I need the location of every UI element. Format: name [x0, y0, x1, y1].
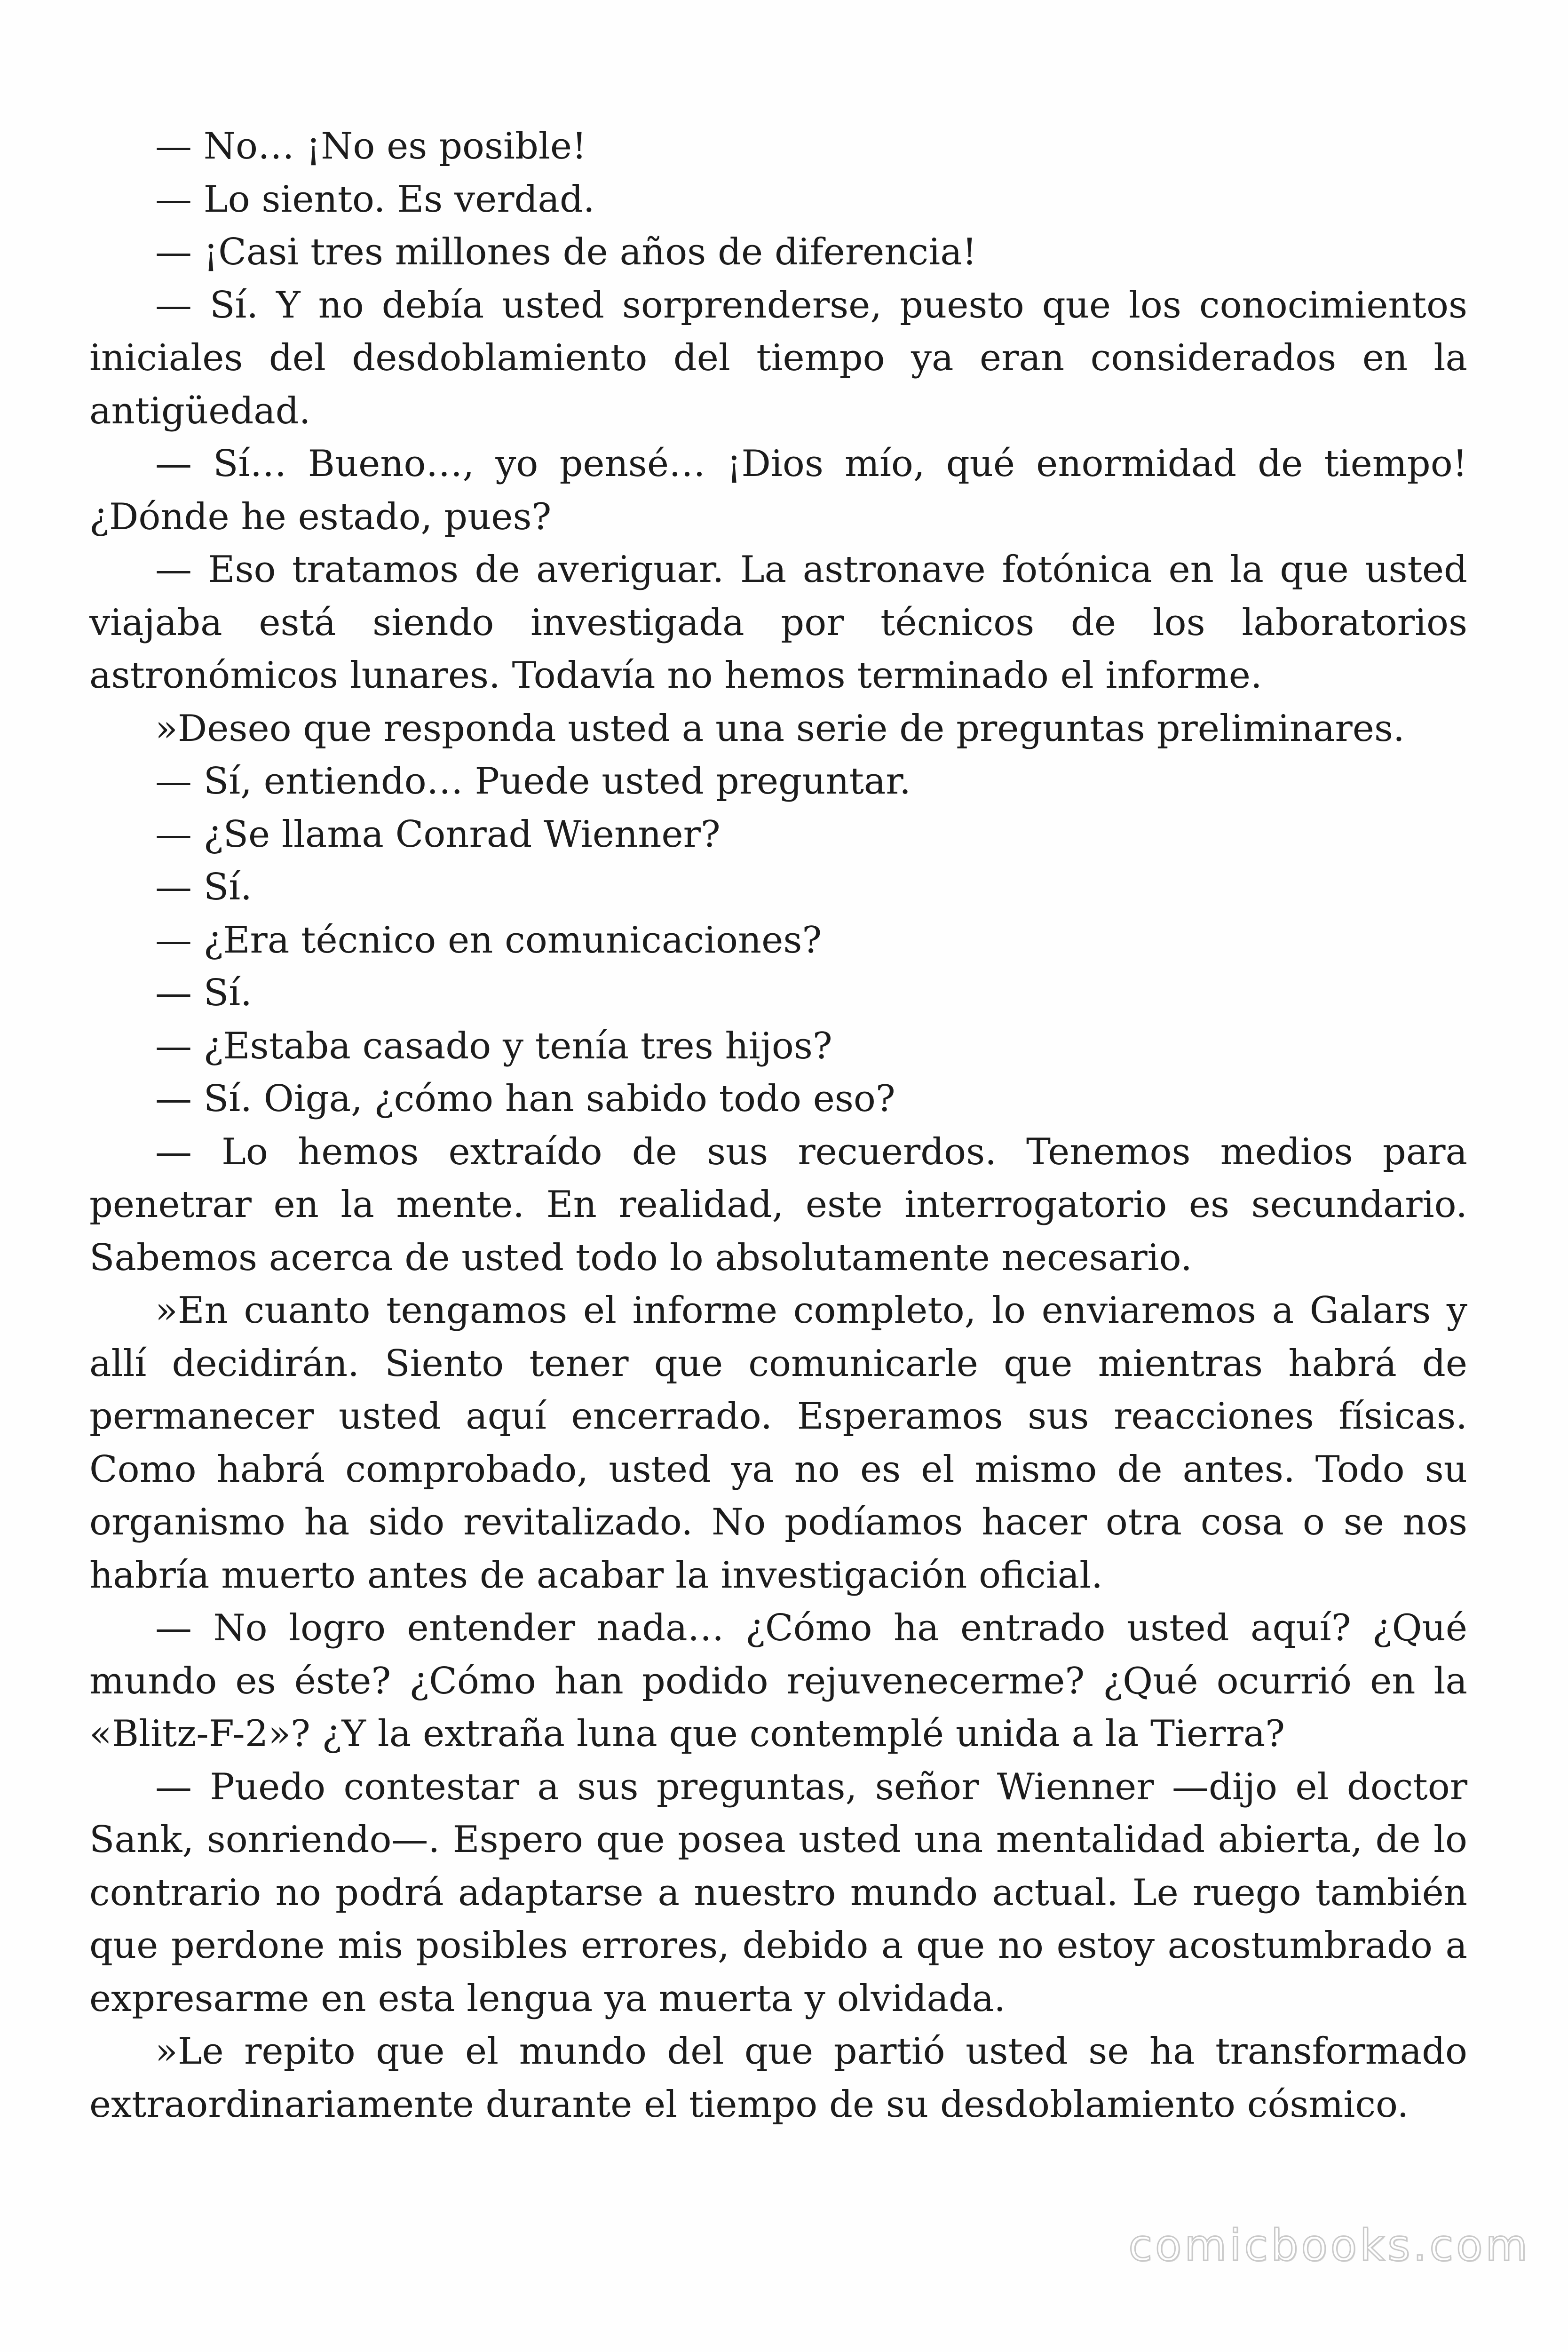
paragraph-11: — ¿Era técnico en comunicaciones? [155, 919, 822, 961]
paragraph-4: — Sí. Y no debía usted sorprenderse, puesto que los conocimientos iniciales del desdoblamiento del tiempo ya eran considerados en la antigüedad. [89, 284, 1467, 432]
paragraph-10: — Sí. [155, 866, 252, 908]
paragraph-6: — Eso tratamos de averiguar. La astronave fotónica en la que usted viajaba está siendo investigada por técnicos de los laboratorios astronómicos lunares. Todavía no hemos terminado el informe. [89, 548, 1467, 697]
paragraph-9: — ¿Se llama Conrad Wienner? [155, 813, 721, 856]
paragraph-13: — ¿Estaba casado y tenía tres hijos? [155, 1025, 832, 1067]
paragraph-3: — ¡Casi tres millones de años de diferencia! [155, 231, 977, 273]
body-text [89, 120, 1467, 2131]
site-watermark: comicbooks.com [1128, 2220, 1530, 2271]
paragraph-1: — No… ¡No es posible! [155, 125, 587, 167]
paragraph-14: — Sí. Oiga, ¿cómo han sabido todo eso? [155, 1078, 895, 1120]
paragraph-12: — Sí. [155, 972, 252, 1014]
paragraph-18: — Puedo contestar a sus preguntas, señor Wienner —dijo el doctor Sank, sonriendo—. Espero que posea usted una mentalidad abierta, de lo contrario no podrá adaptarse a nuestro mundo actual. Le ruego también que perdone mis posibles errores, debido a que no estoy acostumbrado a expresarme en esta lengua ya muerta y olvidada. [89, 1765, 1467, 2020]
paragraph-15: — Lo hemos extraído de sus recuerdos. Tenemos medios para penetrar en la mente. En realidad, este interrogatorio es secundario. Sabemos acerca de usted todo lo absolutamente necesario. [89, 1130, 1467, 1279]
paragraph-7: »Deseo que responda usted a una serie de preguntas preliminares. [155, 707, 1405, 750]
paragraph-19: »Le repito que el mundo del que partió usted se ha transformado extraordinariamente durante el tiempo de su desdoblamiento cósmico. [89, 2030, 1467, 2126]
paragraph-8: — Sí, entiendo… Puede usted preguntar. [155, 760, 911, 803]
paragraph-16: »En cuanto tengamos el informe completo, lo enviaremos a Galars y allí decidirán. Siento tener que comunicarle que mientras habrá de permanecer usted aquí encerrado. Esperamos sus reacciones físicas. Como habrá comprobado, usted ya no es el mismo de antes. Todo su organismo ha sido revitalizado. No podíamos hacer otra cosa o se nos habría muerto antes de acabar la investigación oficial. [89, 1289, 1467, 1597]
paragraph-2: — Lo siento. Es verdad. [155, 178, 595, 221]
paragraph-5: — Sí… Bueno…, yo pensé… ¡Dios mío, qué enormidad de tiempo! ¿Dónde he estado, pues? [89, 443, 1467, 538]
paragraph-17: — No logro entender nada… ¿Cómo ha entrado usted aquí? ¿Qué mundo es éste? ¿Cómo han podido rejuvenecerme? ¿Qué ocurrió en la «Blitz-F-2»? ¿Y la extraña luna que contemplé unida a la Tierra? [89, 1607, 1467, 1755]
